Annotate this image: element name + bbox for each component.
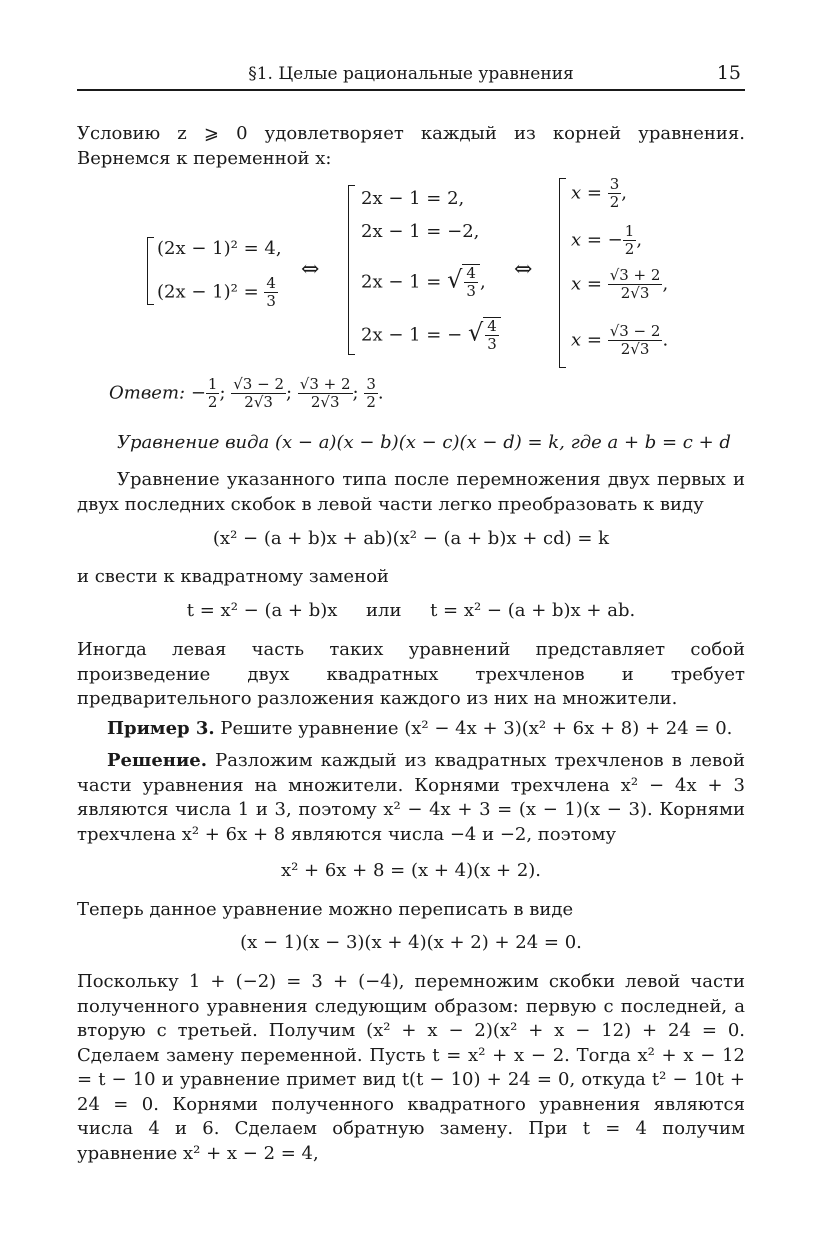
fraction-denominator: 2√3 <box>310 393 340 411</box>
fraction-denominator: 2 <box>207 393 218 411</box>
intro-paragraph: Условию z ⩾ 0 удовлетворяет каждый из корней уравнения. Вернемся к переменной x: <box>77 123 745 169</box>
fraction-denominator: 2 <box>624 240 635 258</box>
fraction-numerator: √3 + 2 <box>609 266 661 284</box>
system3-root1: x = $\frac{3}{2}$ , <box>571 175 627 211</box>
fraction-denominator: 2√3 <box>620 340 650 358</box>
answer-fraction-1 <box>206 376 220 411</box>
system3-root3: x = $\frac{√3 + 2}{2√3}$ , <box>571 266 669 302</box>
equiv-arrow-1: ⇔ <box>301 257 320 282</box>
formula-2: t = x² − (a + b)x или t = x² − (a + b)x + ab. <box>186 600 636 621</box>
root1-fraction <box>608 176 622 211</box>
equiv-arrow-2: ⇔ <box>514 257 533 282</box>
system1-eq2-left: (2x − 1)² = <box>157 281 259 303</box>
answer-fraction-4 <box>364 376 378 411</box>
solution-label: Решение. <box>107 750 208 771</box>
example-label: Пример 3. <box>107 718 215 739</box>
answer-fraction-2 <box>231 376 286 411</box>
fraction-numerator: √3 + 2 <box>299 375 351 393</box>
answer-fraction-3 <box>298 376 353 411</box>
page-number: 15 <box>716 62 741 84</box>
fraction-numerator: 3 <box>366 375 376 393</box>
paragraph-2: и свести к квадратному заменой <box>77 566 389 587</box>
fraction-numerator: 4 <box>487 317 497 335</box>
fraction-numerator: 4 <box>266 274 276 292</box>
fraction-denominator: 2 <box>366 393 376 411</box>
formula-1: (x² − (a + b)x + ab)(x² − (a + b)x + cd) = k <box>212 528 610 549</box>
fraction-denominator: 2√3 <box>244 393 273 411</box>
fraction-numerator: √3 − 2 <box>233 375 284 393</box>
system2-eq3-left: 2x − 1 = <box>361 271 442 293</box>
root2-fraction <box>623 223 637 258</box>
system1-eq2-fraction <box>264 275 278 310</box>
paragraph-5: Поскольку 1 + (−2) = 3 + (−4), перемножим скобки левой части полученного уравнения следующим образом: первую с последней, а вторую с третьей. Получим (x² + x − 2)(x² + x − 12) + 24 = 0. Сделаем замену переменной. Пусть t = x² + x − 2. Тогда x² + x − 12 = t − 10 и уравнение примет вид t(t − 10) + 24 = 0, откуда t² − 10t + 24 = 0. Корнями полученного квадратного уравнения являются числа 4 и 6. Сделаем обратную замену. При t = 4 получим уравнение x² + x − 2 = 4, <box>77 971 745 1164</box>
radical-sign: √ <box>467 318 484 347</box>
fraction-denominator: 3 <box>487 335 497 353</box>
system1-eq2 <box>157 275 278 310</box>
system2-eq4 <box>361 317 501 353</box>
system3-root2: x = − $\frac{1}{2}$ , <box>571 222 643 258</box>
fraction-numerator: 1 <box>624 222 635 240</box>
system2-eq1: 2x − 1 = 2, <box>361 188 465 209</box>
root4-fraction <box>608 323 663 358</box>
system1-eq1: (2x − 1)² = 4, <box>157 238 282 259</box>
fraction-numerator: 1 <box>207 375 218 393</box>
radical-sign: √ <box>447 265 463 294</box>
answer-label: Ответ: <box>109 382 186 404</box>
paragraph-4: Теперь данное уравнение можно переписать в виде <box>77 899 574 920</box>
section-heading: Уравнение вида (x − a)(x − b)(x − c)(x − d) = k, где a + b = c + d <box>117 432 731 453</box>
system2-eq3: 2x − 1 = √ $\frac{4}{3}$ , <box>361 264 486 300</box>
root3-fraction <box>608 267 663 302</box>
system2-eq4-fraction <box>485 318 499 353</box>
system3-root4: x = $\frac{√3 - 2}{2√3}$ . <box>571 322 669 358</box>
system2-eq3-fraction <box>464 265 478 300</box>
paragraph-3: Иногда левая часть таких уравнений представляет собой произведение двух квадратных трехчленов и требует предварительного разложения каждого из них на множители. <box>77 639 745 709</box>
fraction-denominator: 3 <box>466 282 476 300</box>
example-text: Решите уравнение (x² − 4x + 3)(x² + 6x + 8) + 24 = 0. <box>220 718 733 739</box>
paragraph-1: Уравнение указанного типа после перемножения двух первых и двух последних скобок в левой части легко преобразовать к виду <box>77 469 745 515</box>
answer-line: Ответ: − $\frac{1}{2}$ ; $\frac{√3 - 2}{2√3}$ ; $\frac{√3 + 2}{2√3}$ ; $\frac{3}{2}$ . <box>109 375 384 411</box>
page <box>77 0 745 1245</box>
fraction-denominator: 3 <box>266 292 276 310</box>
header-title: §1. Целые рациональные уравнения <box>248 64 574 84</box>
fraction-denominator: 2 <box>609 193 620 211</box>
fraction-denominator: 2√3 <box>620 284 650 302</box>
formula-4: (x − 1)(x − 3)(x + 4)(x + 2) + 24 = 0. <box>240 932 582 953</box>
system2-eq2: 2x − 1 = −2, <box>361 221 480 242</box>
system2-eq4-left: 2x − 1 = − <box>361 324 463 346</box>
example-paragraph <box>77 717 745 742</box>
system1-bracket <box>147 237 154 305</box>
formula-3: x² + 6x + 8 = (x + 4)(x + 2). <box>280 860 542 881</box>
fraction-numerator: 3 <box>609 175 620 193</box>
fraction-numerator: √3 − 2 <box>609 322 661 340</box>
system2-bracket <box>348 185 355 355</box>
solution-text: Разложим каждый из квадратных трехчленов в левой части уравнения на множители. Корнями трехчлена x² − 4x + 3 являются числа 1 и 3, поэтому x² − 4x + 3 = (x − 1)(x − 3). Корнями трехчлена x² + 6x + 8 являются числа −4 и −2, поэтому <box>77 750 745 845</box>
solution-paragraph <box>77 749 745 847</box>
fraction-numerator: 4 <box>466 264 476 282</box>
running-head <box>77 63 745 91</box>
system3-bracket <box>559 178 566 368</box>
